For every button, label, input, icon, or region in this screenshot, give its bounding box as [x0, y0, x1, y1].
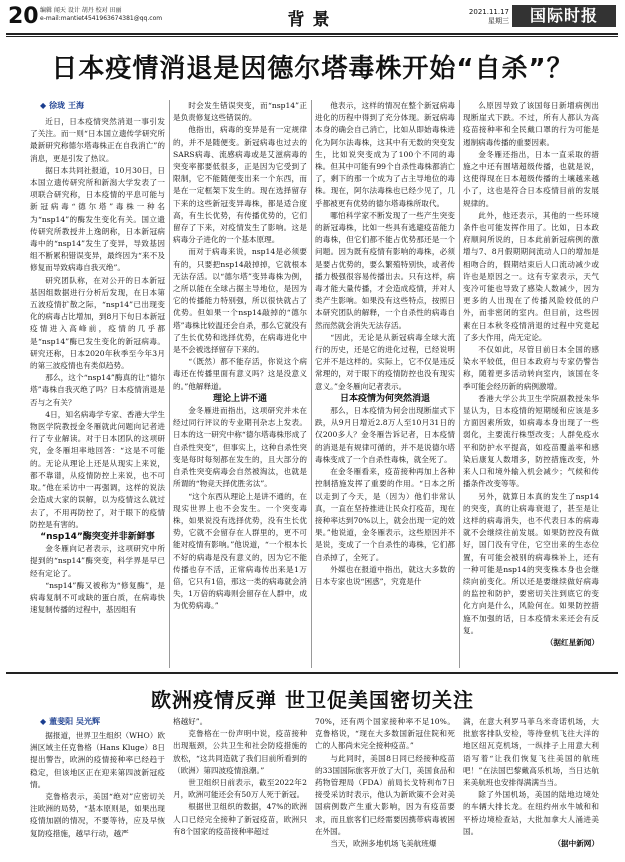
- paragraph: 他表示，这样的情况在整个新冠病毒进化的历程中得到了充分体现。新冠病毒本身的确会自己消亡，比如从即始毒株进化为阿尔法毒株，这其中有无数的突变发生，比如说突变成为了100个不同的毒株。但其中可能有99个自杀性毒株都消亡了，剩下的那一个成为了占主导地位的毒株。现在，阿尔法毒株也已经少见了，几乎都被更有优势的德尔塔毒株所取代。: [315, 101, 455, 208]
- paragraph: 香港大学公共卫生学院副教授朱华显认为，日本疫情的短期缓和应该是多方面因素所致，如病毒本身出现了一些弱化，主要流行株型改变；人群免疫水平和防护水平提高，如疫苗覆盖率和感染后康复人数增多，防控措施改变，外来人口和境外输入机会减少；气候和传播条件改变等等。: [463, 393, 599, 489]
- paragraph: “（既然）都不能存活，你说这个病毒还在传播里面有意义吗？这是没意义的。”他解释道。: [173, 357, 307, 391]
- issue-date: [464, 8, 509, 26]
- story2-authors: 董斐阳 吴光辉: [49, 717, 100, 726]
- story1-column-4: [463, 100, 599, 668]
- paragraph: 哪怕科学家不断发现了一些产生突变的新冠毒株，比如一些具有逃避疫苗能力的毒株，但它们都不能占优势那还是一个问题。因为既有疫情有影响的毒株，必须是要占优势的，要么繁殖特别快，或者传播力极强很容易传播出去。只有这样，病毒才能大量传播，才会造成疫情，并对人类产生影响。如果没有这些特点，按照日本研究团队的解释，一个自杀性的病毒自然而然就会消失无法存活。: [315, 210, 455, 330]
- diamond-icon: ◆: [40, 101, 47, 110]
- paragraph: 据报道，世界卫生组织（WHO）欧洲区域主任克鲁格（Hans Kluge）8日提出警告，欧洲的疫情接种率已经趋于稳定，但该地区正在迎来第四波新冠疫情。: [30, 731, 165, 789]
- story2-column-4: [463, 716, 599, 858]
- paragraph: 不仅如此，尽管目前日本全国的感染水平较低，但日本政府与专家仍警告称，随着更多活动转向室内，该国在冬季可能会经历新的病例激增。: [463, 345, 599, 391]
- paragraph: 研究团队称，在对公开的日本新冠基因组数据进行分析后发现，在日本第五波疫情扩散之际，“nsp14”已出现变化的病毒占比增加，到8月下旬日本新冠疫情进入高峰前，疫情的几乎都是“nsp14”酶已发生变化的新冠病毒。研究还称，日本2020年秋季至今年3月的第三波疫情也有类似趋势。: [30, 275, 165, 371]
- story1-authors: 徐珑 王海: [49, 101, 84, 110]
- page-header: [0, 0, 625, 32]
- story1-column-1: [30, 116, 165, 668]
- paragraph: “因此，无论是从新冠病毒全球大流行的历史，还是它的进化过程，已经说明它并不是这样的。实际上，它不仅是违反常理的，对于眼下的疫情防控也没有现实意义。”金冬雁向记者表示。: [315, 332, 455, 391]
- date-value: 2021.11.17: [468, 8, 509, 16]
- story1-column-2: [173, 100, 307, 668]
- paragraph: 格越好”。: [173, 717, 208, 726]
- story2-credit: （据中新网）: [553, 839, 599, 849]
- story1-credit: （据红星新闻）: [545, 637, 599, 647]
- story2-column-3: [315, 716, 455, 858]
- column-divider: [169, 100, 170, 668]
- paragraph: 金冬雁进而指出，这项研究并未在经过同行评议的专业期刊杂志上发表。日本的这一研究中称“德尔塔毒株形成了自杀性突变”，但事实上，这种自杀性突变是每时每刻都在发生的，且大部分的自杀性突变病毒会自然被淘汰，也就是所谓的“物竞天择优胜劣汰”。: [173, 406, 307, 489]
- paragraph: 时会发生错误突变，而“nsp14”正是负责修复这些错误的。: [173, 101, 307, 123]
- diamond-icon: ◆: [40, 717, 47, 726]
- paragraph: “nsp14”酶又被称为“修复酶”，是病毒复制不可或缺的蛋白质，在病毒快速复制传播的过程中，基因组有: [30, 580, 165, 615]
- newspaper-logo: 国际时报: [512, 5, 616, 27]
- paragraph: 此外，他还表示，其他的一些环境条件也可能发挥作用了。比如，日本政府顺间所说的，日本此前新冠病例的激增与7、8月假期期间流动人口的增加是相吻合的，假期结束后人口流动减少或许也是原因之一。这有专家表示，天气变冷可能也导致了感染人数减少，因为更多的人出现在了传播风险较低的户外，而非密闭的室内。但目前，这些因素在日本秋冬疫情消退的过程中究竟起了多大作用，尚无定论。: [463, 210, 599, 342]
- paragraph: 金冬雁向记者表示，这项研究中所提到的“nsp14”酶突变，科学界是早已经有定论了。: [30, 544, 165, 578]
- paragraph: 那么，这个“nsp14”酶真的让“德尔塔”毒株自我灭绝了吗？日本疫情消退是否与之有关？: [30, 373, 165, 407]
- paragraph: 而对于病毒来说，nsp14是必须要有的，只要把nsp14敲掉掉，它就根本无法存活。以“德尔塔”变异毒株为例，之所以能在全球占据主导地位，是因为它的传播能力特别强，所以很快就占了优势。但如果一个nsp14敲掉的“德尔塔”毒株比较温还会自杀，那么它就没有了生长优势和选择优势，在病毒进化中是不会被选择留存下来的。: [173, 247, 307, 355]
- paragraph: 他指出，病毒的变异是有一定规律的，并不是随便变。新冠病毒也过去的SARS病毒、流感病毒或是艾滋病毒的突变率都要低很多，正是因为它受到了限制，它不能随便变出来一个东西，而是在一定框架下发生的。现在选择留存下来的这些新冠变异毒株，都是适合度高，有生长优势，有传播优势的，它们留存了下来，对疫情发生了影响。这是病毒分子进化的一个基本原理。: [173, 125, 307, 245]
- weekday: 星期三: [488, 17, 509, 25]
- story1-byline: [40, 100, 84, 111]
- column-divider: [311, 100, 312, 668]
- section-title: 背景: [287, 10, 338, 30]
- paragraph: 与此同时，美国8日同已经接种疫苗的33国国际旅客开放了大门，美国食品和药物管理局（FDA）前局长戈特利布7日接受采访时表示，他认为新欧策不会对美国病例数产生重大影响，因为有疫苗要求，而且旅客们已经需要因携带病毒被困在外国。: [315, 753, 455, 836]
- story2-headline: 欧洲疫情反弹 世卫促美国密切关注: [151, 688, 474, 712]
- story2-column-2: [173, 716, 307, 858]
- paragraph: 近日，日本疫情突然消退一事引发了关注。而一则“日本国立遗传学研究所最新研究称德尔塔毒株正在自我消亡”的消息，更是引发了热议。: [30, 117, 165, 163]
- story2-byline: [40, 716, 100, 727]
- paragraph: 克鲁格在一份声明中说，疫苗接种出现瓶颈，公共卫生和社会防疫措施的放松，“这共同造就了我们目前所看到的（欧洲）第四波疫情浪潮。”: [173, 729, 307, 775]
- paragraph: 克鲁格表示，美国“绝对”应密切关注欧洲的局势，“基本原则是，如果出现疫情加剧的情况，不要等待，应及早恢复防疫措施，越早行动，越严: [30, 792, 165, 838]
- subheading: 理论上讲不通: [212, 393, 267, 404]
- story1-column-3: [315, 100, 455, 668]
- paragraph: 根据世卫组织的数据，47%的欧洲人口已经完全接种了新冠疫苗，欧洲只有8个国家的疫苗接种率超过: [173, 802, 307, 836]
- page-number: 20: [8, 4, 39, 29]
- paragraph: 4日，知名病毒学专家、香港大学生物医学院教授金冬雁就此问题向记者进行了专业解读。对于日本团队的这项研究，金冬雁坦率地回答：“这是不可能的。无论从理论上还是从现实上来说，都不靠谱，从疫情防控上来说，也不可取。”他在采访中一再强调，这样的说法会造成大家的误解，以为疫情这么就过去了，不用再防控了，对于眼下的疫情防控是有害的。: [30, 409, 165, 529]
- paragraph: 那么，日本疫情为何会出现断崖式下跌，从9月日增近2.8万人至10月31日的仅200多人？金冬雁告诉记者，日本疫情的消退是有规律可循的，并不是说德尔塔毒株变成了一个自杀性毒株，就全死了。: [315, 406, 455, 464]
- column-divider: [459, 100, 460, 668]
- paragraph: 在金冬雁看来，疫苗接种再加上各种控制措施发挥了重要的作用。“日本之所以走到了今天，是（因为）他们非常认真，一直在坚持推进让民众打疫苗，现在接种率达到70%以上，就会出现一定的效果。”他说道，金冬雁表示，这些原因并不是说，变成了一个自杀性的毒株，它们都自杀掉了，全死了。: [315, 467, 455, 562]
- paragraph: 么原因导致了该国每日新增病例出现断崖式下跌。不过，所有人都认为高疫苗接种率和全民戴口罩的行为可能是遏制病毒传播的重要因素。: [463, 101, 599, 147]
- story1-headline: 日本疫情消退是因德尔塔毒株开始“自杀”？: [51, 54, 574, 84]
- subheading: 日本疫情为何突然消退: [339, 393, 430, 404]
- header-rule: [6, 33, 618, 35]
- editor-credits: 编辑 闻天 设计 胡丹 校对 田丽: [40, 7, 122, 14]
- paragraph: 世卫组织日前表示，截至2022年2月，欧洲可能还会有50万人死于新冠。: [173, 778, 307, 800]
- editor-email: e-mail:mantiet4541963674381@qq.com: [40, 15, 163, 22]
- story-separator: [6, 672, 618, 674]
- paragraph: 70%，还有两个国家接种率不足10%。克鲁格说，“现在大多数国新冠住院和死亡的人都尚未完全接种疫苗。”: [315, 717, 455, 751]
- subheading: “nsp14”酶突变并非新鲜事: [40, 531, 155, 542]
- paragraph: 满，在意大利罗马菲乌米奇诺机场，大批旅客排队安检，等待登机飞往大洋的地区纽瓦克机场，一纵排子上用意大利语写着“让我们恢复飞往美国的航班吧！”在法国巴黎戴高乐机场，当日达航来美航班也安排得满满当当。: [463, 717, 599, 788]
- paragraph: 外媒也在报道中指出，就这大多数的日本专家也说“困惑”，究竟是什: [315, 564, 455, 586]
- paragraph: 除了外国机场，美国的陆地边境处的车辆大排长龙。在纽约州水牛城和和平桥边境检查站，大批加拿大人涌进美国。: [463, 790, 599, 836]
- paragraph: 金冬雁还指出，日本一直采取的措施之中还有围堵超级传播，也就是说，这使得现在日本超级传播的土壤越来越小了，这也是符合日本疫情目前的发展规律的。: [463, 149, 599, 208]
- paragraph: 当天，欧洲多地机场飞美航班爆: [330, 839, 437, 849]
- header-rule-thin: [6, 36, 618, 37]
- paragraph: “这个东西从理论上是讲不通的，在现实世界上也不会发生。一个突变毒株，如果说没有选择优势，没有生长优势，它就不会留存在人群里的，更不可能对疫情有影响。”他说道，“一个根本长不好的病毒是没有意义的，因为它不能传播也存不活，正常病毒传出来是1万倍，它只有1倍，那这一类的病毒就会消失，1万倍的病毒则会留存在人群中，成为优势病毒。”: [173, 491, 307, 611]
- story2-column-1: [30, 730, 165, 858]
- paragraph: 据日本共同社报道，10月30日，日本国立遗传研究所和新潟大学发表了一项联合研究称，日本疫情的平息可能与新冠病毒“德尔塔”毒株一种名为“nsp14”的酶发生变化有关。国立遗传研究所教授井上逸朗称，日本新冠病毒中的“nsp14”发生了变异，导致基因组不断累积错误变异，最终因为“来不及修复而导致病毒自我灭绝”。: [30, 165, 165, 273]
- paragraph: 另外，就算日本真的发生了nsp14的突变，真的让病毒衰退了，甚至是让这样的病毒消失，也不代表日本的病毒就不会继续往前发展。如果防控没有做好，国门没有守住，它空出来的生态位置，有可能会被别的病毒株补上，还有一种可能是nsp14的突变株本身也会继续向前变化。所以还是要继续做好病毒的监控和防护，要密切关注到底它的变化方向是什么，风险何在。如果防控措施不加强的话，日本疫情未来还会有反复。: [463, 491, 599, 635]
